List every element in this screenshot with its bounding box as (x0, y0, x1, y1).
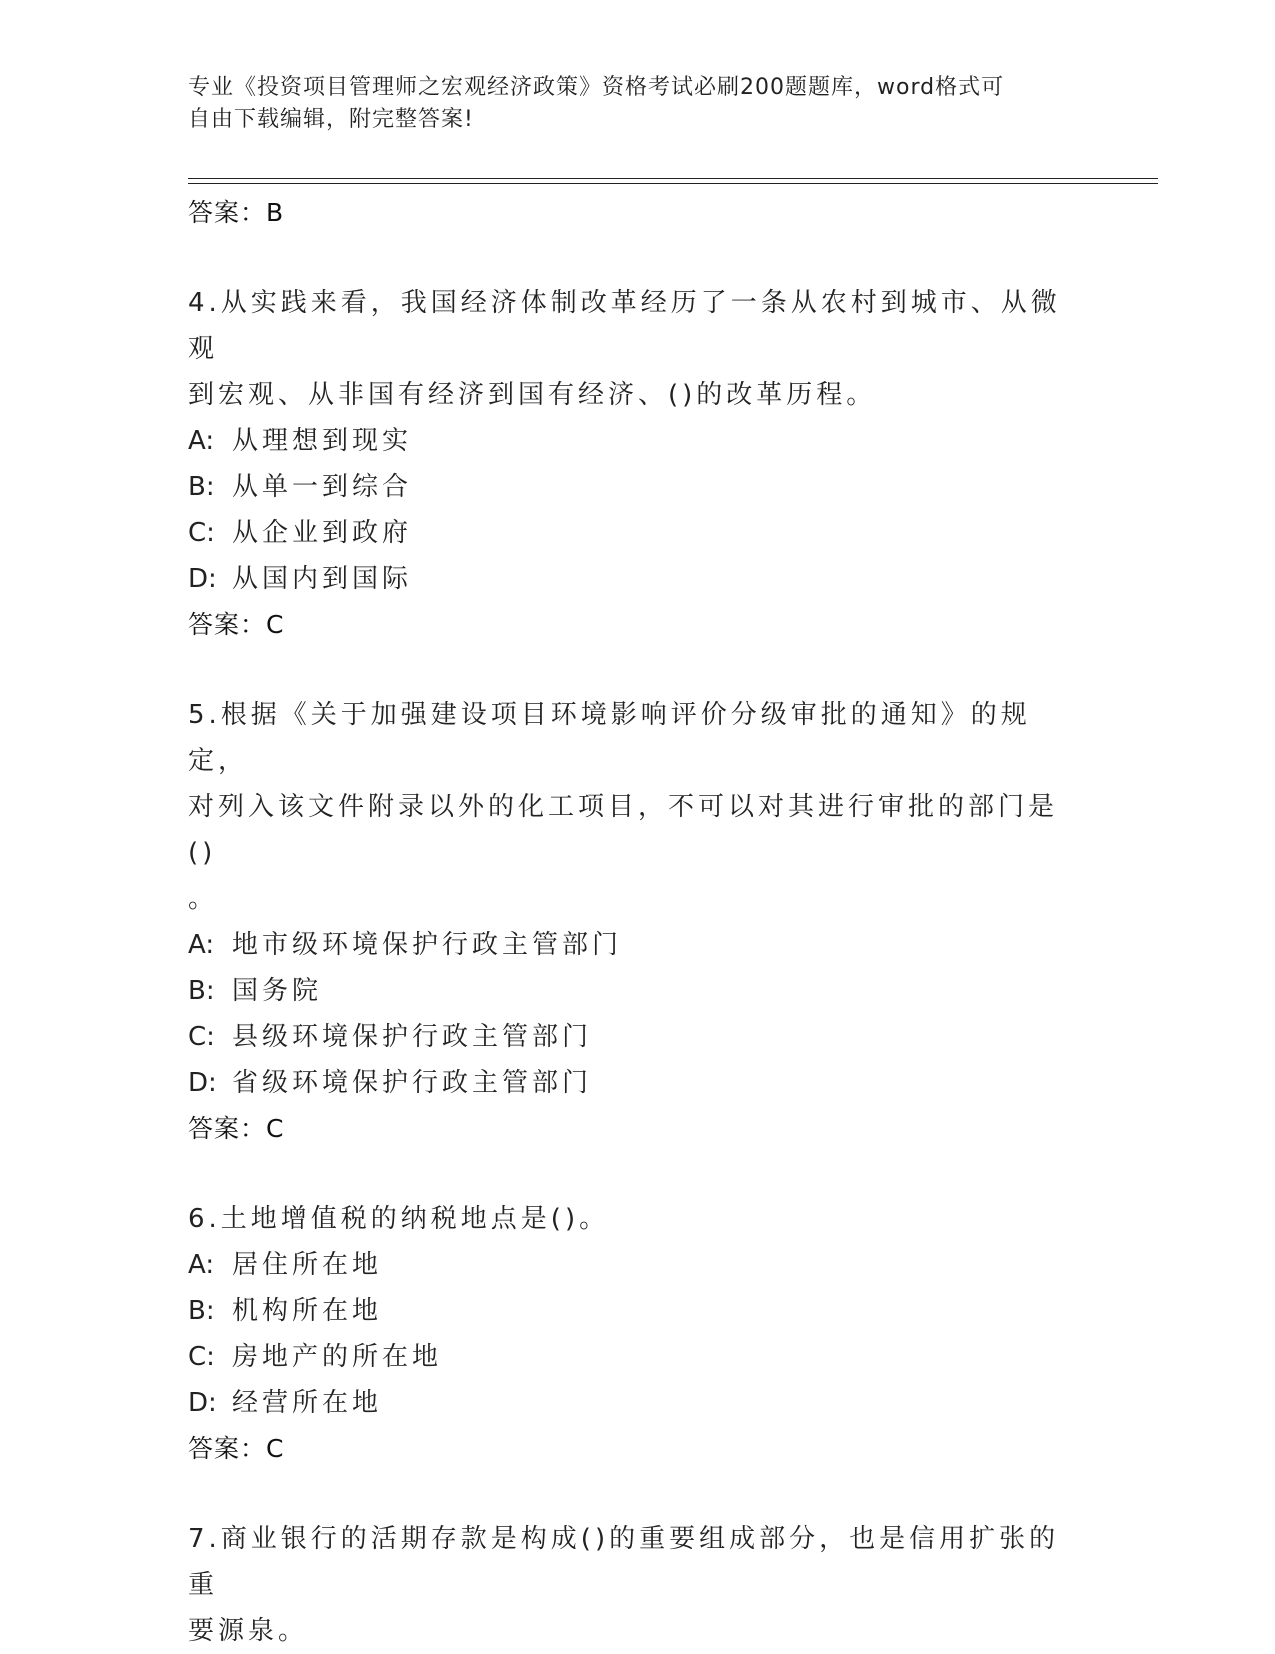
option-letter: D: (188, 1068, 217, 1098)
option-text: 从企业到政府 (232, 518, 413, 548)
document-header (188, 72, 1068, 136)
answer-line: 答案：B (188, 198, 285, 227)
option-text: 机构所在地 (232, 1296, 383, 1326)
option-text: 从理想到现实 (232, 426, 413, 456)
option-letter: A: (188, 426, 215, 456)
option-text: 经营所在地 (232, 1388, 383, 1418)
option-letter: A: (188, 930, 215, 960)
answer-line: 答案：C (188, 1114, 285, 1143)
option-letter: D: (188, 1388, 217, 1418)
option-letter: B: (188, 976, 215, 1006)
option-c (188, 1334, 1068, 1380)
question-text-line: 到宏观、从非国有经济到国有经济、()的改革历程。 (188, 380, 877, 410)
option-text: 从国内到国际 (232, 564, 413, 594)
header-divider-top (188, 178, 1158, 179)
option-a (188, 922, 1068, 968)
question-text-line: 5.根据《关于加强建设项目环境影响评价分级审批的通知》的规定， (188, 700, 1031, 776)
option-b (188, 464, 1068, 510)
question-text-line: 。 (188, 884, 219, 914)
option-a (188, 1242, 1068, 1288)
option-d (188, 556, 1068, 602)
option-letter: B: (188, 1296, 215, 1326)
option-a (188, 418, 1068, 464)
question-text-line: 4.从实践来看，我国经济体制改革经历了一条从农村到城市、从微观 (188, 288, 1061, 364)
question-text-line: 6.土地增值税的纳税地点是()。 (188, 1204, 610, 1234)
header-line-1: 专业《投资项目管理师之宏观经济政策》资格考试必刷200题题库，word格式可 (188, 75, 1005, 100)
option-letter: C: (188, 1022, 215, 1052)
question-6 (188, 1196, 1068, 1472)
option-d (188, 1060, 1068, 1106)
answer-line: 答案：C (188, 610, 285, 639)
option-letter: C: (188, 1342, 215, 1372)
question-text-line: 对列入该文件附录以外的化工项目，不可以对其进行审批的部门是() (188, 792, 1059, 868)
option-letter: C: (188, 518, 215, 548)
option-letter: B: (188, 472, 215, 502)
option-text: 国务院 (232, 976, 323, 1006)
question-7 (188, 1516, 1068, 1654)
option-b (188, 1288, 1068, 1334)
header-line-2: 自由下载编辑，附完整答案! (188, 107, 474, 132)
answer-line: 答案：C (188, 1434, 285, 1463)
question-4 (188, 280, 1068, 648)
question-5 (188, 692, 1068, 1152)
question-list (188, 190, 1068, 1654)
option-d (188, 1380, 1068, 1426)
option-b (188, 968, 1068, 1014)
option-text: 房地产的所在地 (232, 1342, 443, 1372)
option-text: 居住所在地 (232, 1250, 383, 1280)
option-text: 省级环境保护行政主管部门 (232, 1068, 593, 1098)
option-text: 县级环境保护行政主管部门 (232, 1022, 593, 1052)
question-text-line: 要源泉。 (188, 1616, 309, 1646)
option-text: 地市级环境保护行政主管部门 (232, 930, 623, 960)
option-c (188, 510, 1068, 556)
option-text: 从单一到综合 (232, 472, 413, 502)
option-letter: A: (188, 1250, 215, 1280)
option-c (188, 1014, 1068, 1060)
option-letter: D: (188, 564, 217, 594)
question-text-line: 7.商业银行的活期存款是构成()的重要组成部分，也是信用扩张的重 (188, 1524, 1060, 1600)
header-divider-bottom (188, 183, 1158, 184)
